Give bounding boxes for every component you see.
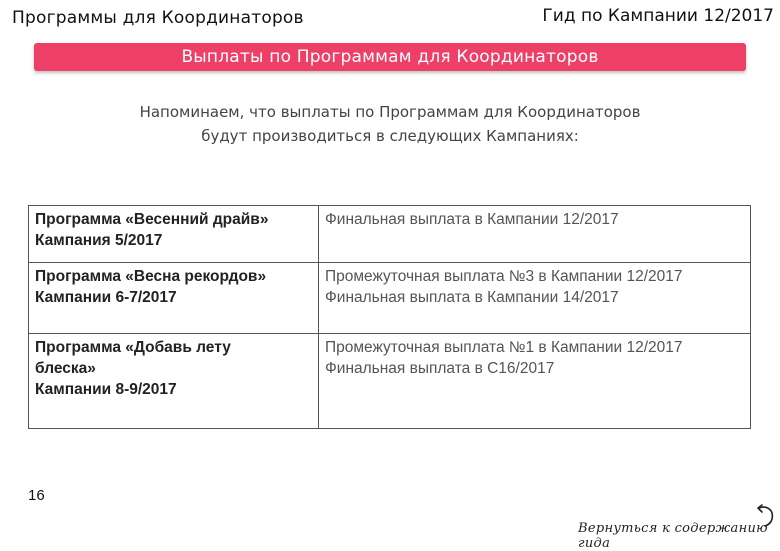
- program-campaign: Кампания 5/2017: [35, 232, 163, 249]
- payout-cell: [319, 334, 751, 429]
- payout-cell: [319, 206, 751, 263]
- intro-line-1: Напоминаем, что выплаты по Программам для Координаторов: [139, 103, 641, 121]
- program-name: Программа «Добавь лету: [35, 339, 231, 356]
- back-to-contents-link[interactable]: Вернуться к содержанию гида: [578, 521, 768, 551]
- program-name: Программа «Весна рекордов»: [35, 268, 267, 285]
- program-cell: [29, 263, 319, 334]
- intro-text: [60, 100, 720, 148]
- table-row: [29, 206, 751, 263]
- program-cell: [29, 334, 319, 429]
- payout-schedule-table: [28, 205, 751, 429]
- payout-cell: [319, 263, 751, 334]
- program-campaign: Кампании 6-7/2017: [35, 289, 177, 306]
- table-row: [29, 334, 751, 429]
- guide-title: Гид по Кампании 12/2017: [542, 6, 774, 26]
- payout-line: Промежуточная выплата №3 в Кампании 12/2017: [325, 268, 683, 285]
- page-title-banner: [34, 43, 746, 71]
- payout-line: Финальная выплата в Кампании 14/2017: [325, 289, 619, 306]
- section-title: Программы для Координаторов: [12, 8, 304, 28]
- table-row: [29, 263, 751, 334]
- intro-line-2: будут производиться в следующих Кампаниях:: [201, 127, 579, 145]
- payout-line: Финальная выплата в Кампании 12/2017: [325, 211, 619, 228]
- page-title: Выплаты по Программам для Координаторов: [181, 47, 599, 67]
- payout-line: Финальная выплата в С16/2017: [325, 360, 555, 377]
- program-campaign: Кампании 8-9/2017: [35, 381, 177, 398]
- program-cell: [29, 206, 319, 263]
- payout-line: Промежуточная выплата №1 в Кампании 12/2017: [325, 339, 683, 356]
- program-name: Программа «Весенний драйв»: [35, 211, 269, 228]
- page-number: 16: [28, 487, 45, 504]
- return-arrow-icon[interactable]: [755, 503, 777, 529]
- program-name-cont: блеска»: [35, 360, 96, 377]
